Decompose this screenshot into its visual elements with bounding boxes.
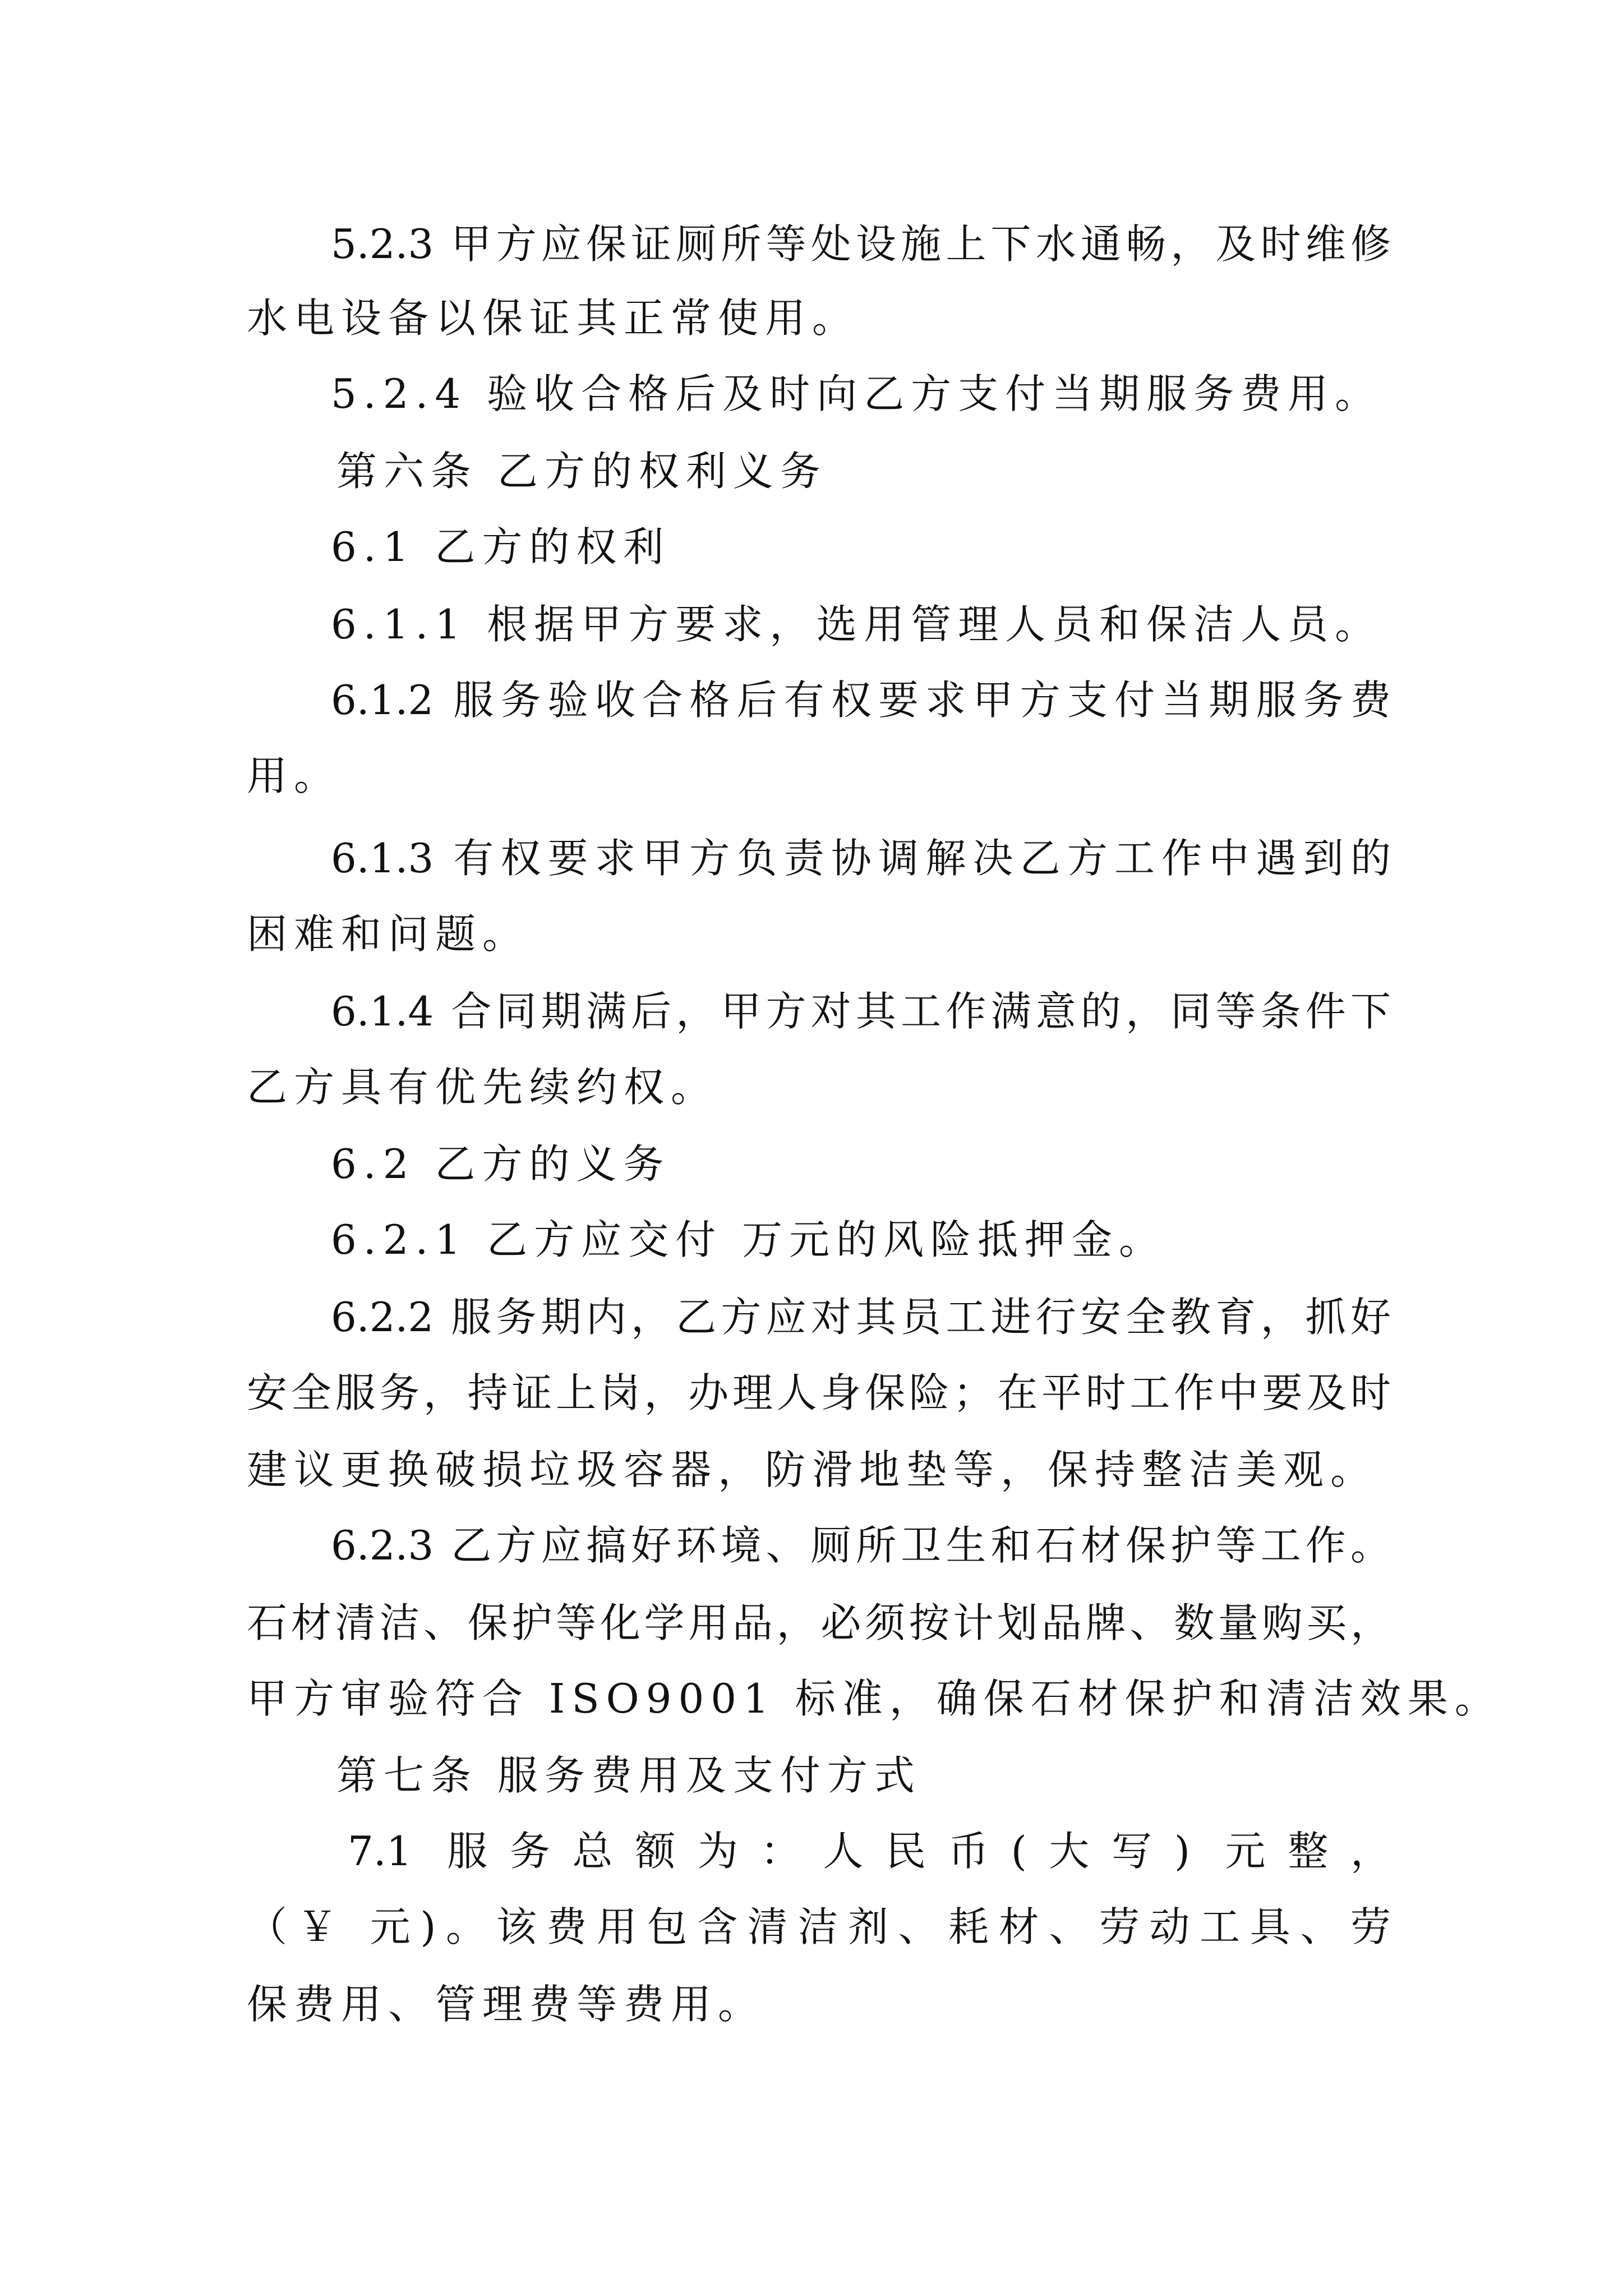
paragraph-6-1-2-line-1: 6.1.2 服务验收合格后有权要求甲方支付当期服务费: [331, 677, 1391, 724]
paragraph-5-2-3-line-1: 5.2.3 甲方应保证厕所等处设施上下水通畅，及时维修: [331, 220, 1391, 268]
paragraph-6-1-3-line-2: 困难和问题。: [247, 910, 530, 958]
section-6-2-heading: 6.2 乙方的义务: [331, 1140, 671, 1188]
article-7-heading: 第七条 服务费用及支付方式: [336, 1752, 921, 1799]
paragraph-6-1-4-line-2: 乙方具有优先续约权。: [247, 1064, 718, 1111]
paragraph-7-1-line-2: （￥ 元)。该费用包含清洁剂、耗材、劳动工具、劳: [247, 1903, 1391, 1950]
paragraph-6-1-1: 6.1.1 根据甲方要求，选用管理人员和保洁人员。: [331, 601, 1382, 648]
paragraph-6-2-3-line-1: 6.2.3 乙方应搞好环境、厕所卫生和石材保护等工作。: [331, 1522, 1391, 1569]
paragraph-7-1-line-1: 7.1 服务总额为：人民币(大写) 元整，: [348, 1828, 1391, 1875]
paragraph-5-2-3-line-2: 水电设备以保证其正常使用。: [247, 295, 860, 342]
paragraph-6-2-2-line-2: 安全服务，持证上岗，办理人身保险；在平时工作中要及时: [247, 1369, 1391, 1416]
paragraph-6-1-2-line-2: 用。: [247, 752, 342, 799]
paragraph-6-2-3-line-3: 甲方审验符合 ISO9001 标准，确保石材保护和清洁效果。: [247, 1675, 1502, 1722]
section-6-1-heading: 6.1 乙方的权利: [331, 523, 671, 570]
article-6-heading: 第六条 乙方的权利义务: [336, 448, 827, 495]
paragraph-6-2-3-line-2: 石材清洁、保护等化学用品，必须按计划品牌、数量购买，: [247, 1599, 1391, 1646]
paragraph-5-2-4: 5.2.4 验收合格后及时向乙方支付当期服务费用。: [331, 370, 1382, 417]
paragraph-6-1-4-line-1: 6.1.4 合同期满后，甲方对其工作满意的，同等条件下: [331, 988, 1391, 1035]
paragraph-6-2-1: 6.2.1 乙方应交付 万元的风险抵押金。: [331, 1216, 1166, 1263]
paragraph-6-2-2-line-1: 6.2.2 服务期内，乙方应对其员工进行安全教育，抓好: [331, 1294, 1391, 1341]
paragraph-7-1-line-3: 保费用、管理费等费用。: [247, 1981, 766, 2028]
paragraph-6-2-2-line-3: 建议更换破损垃圾容器，防滑地垫等，保持整洁美观。: [247, 1446, 1378, 1493]
paragraph-6-1-3-line-1: 6.1.3 有权要求甲方负责协调解决乙方工作中遇到的: [331, 835, 1391, 882]
